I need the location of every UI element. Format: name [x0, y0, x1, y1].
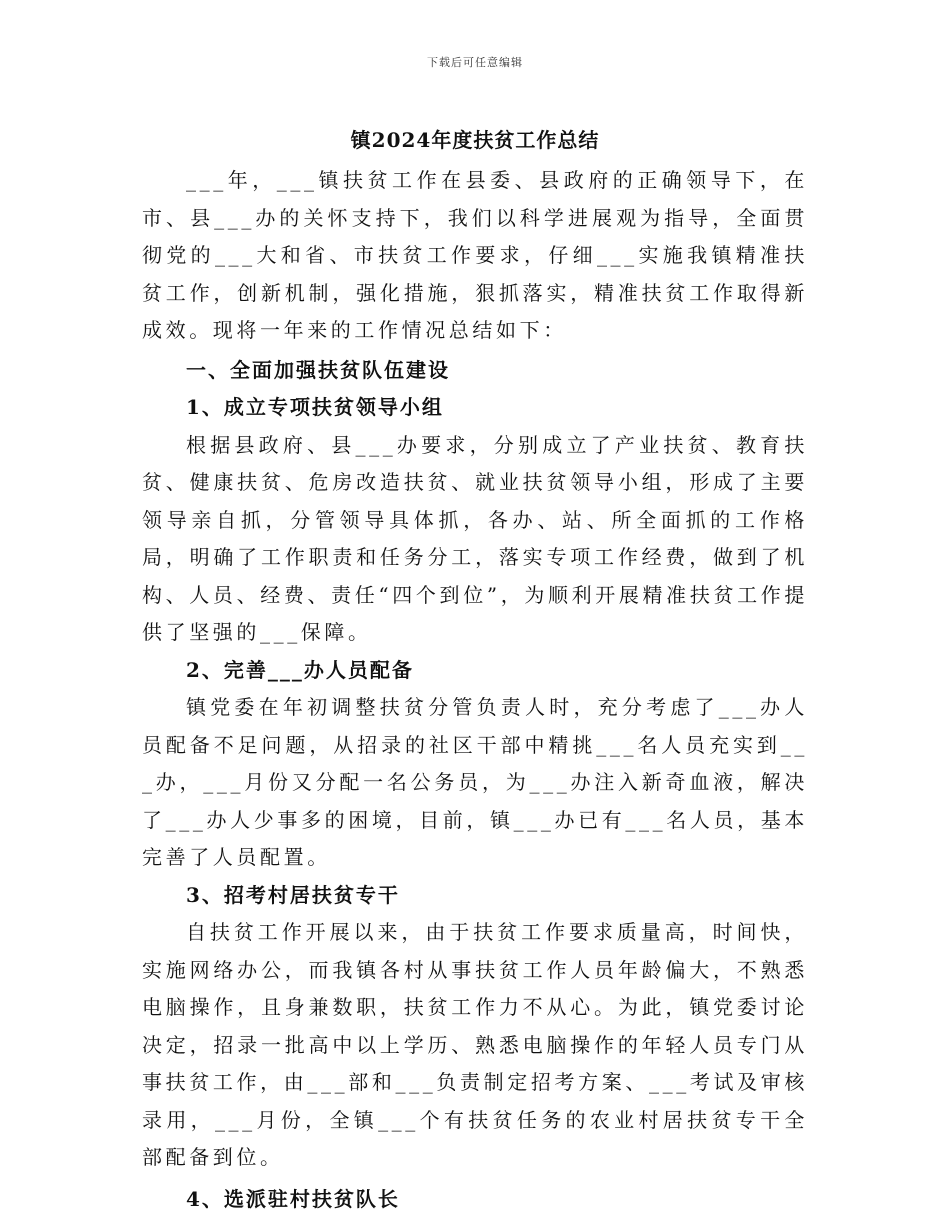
subsection-heading-1: 1、成立专项扶贫领导小组 [186, 395, 444, 419]
document-body [142, 162, 808, 1218]
subsection-heading-3: 3、招考村居扶贫专干 [186, 882, 400, 907]
header-note: 下载后可任意编辑 [427, 56, 523, 69]
subsection-heading-2: 2、完善___办人员配备 [186, 657, 414, 682]
subsection-paragraph-1: 根据县政府、县___办要求，分别成立了产业扶贫、教育扶贫、健康扶贫、危房改造扶贫、就业扶贫领导小组，形成了主要领导亲自抓，分管领导具体抓，各办、站、所全面抓的工作格局，明确了工作职责和任务分工，落实专项工作经费，做到了机构、人员、经费、责任“四个到位”，为顺利开展精准扶贫工作提供了坚强的___保障。 [142, 432, 808, 644]
document-title: 镇2024年度扶贫工作总结 [350, 128, 600, 152]
subsection-paragraph-3: 自扶贫工作开展以来，由于扶贫工作要求质量高，时间快，实施网络办公，而我镇各村从事扶贫工作人员年龄偏大，不熟悉电脑操作，且身兼数职，扶贫工作力不从心。为此，镇党委讨论决定，招录一批高中以上学历、熟悉电脑操作的年轻人员专门从事扶贫工作，由___部和___负责制定招考方案、___考试及审核录用，___月份，全镇___个有扶贫任务的农业村居扶贫专干全部配备到位。 [142, 920, 808, 1169]
subsection-paragraph-2: 镇党委在年初调整扶贫分管负责人时，充分考虑了___办人员配备不足问题，从招录的社区干部中精挑___名人员充实到___办，___月份又分配一名公务员，为___办注入新奇血液，解决了___办人少事多的困境，目前，镇___办已有___名人员，基本完善了人员配置。 [142, 695, 808, 869]
subsection-heading-4: 4、选派驻村扶贫队长 [186, 1186, 400, 1211]
section-heading-1: 一、全面加强扶贫队伍建设 [186, 357, 450, 382]
intro-paragraph: ___年，___镇扶贫工作在县委、县政府的正确领导下，在市、县___办的关怀支持下，我们以科学进展观为指导，全面贯彻党的___大和省、市扶贫工作要求，仔细___实施我镇精准扶贫工作，创新机制，强化措施，狠抓落实，精准扶贫工作取得新成效。现将一年来的工作情况总结如下： [142, 168, 808, 342]
